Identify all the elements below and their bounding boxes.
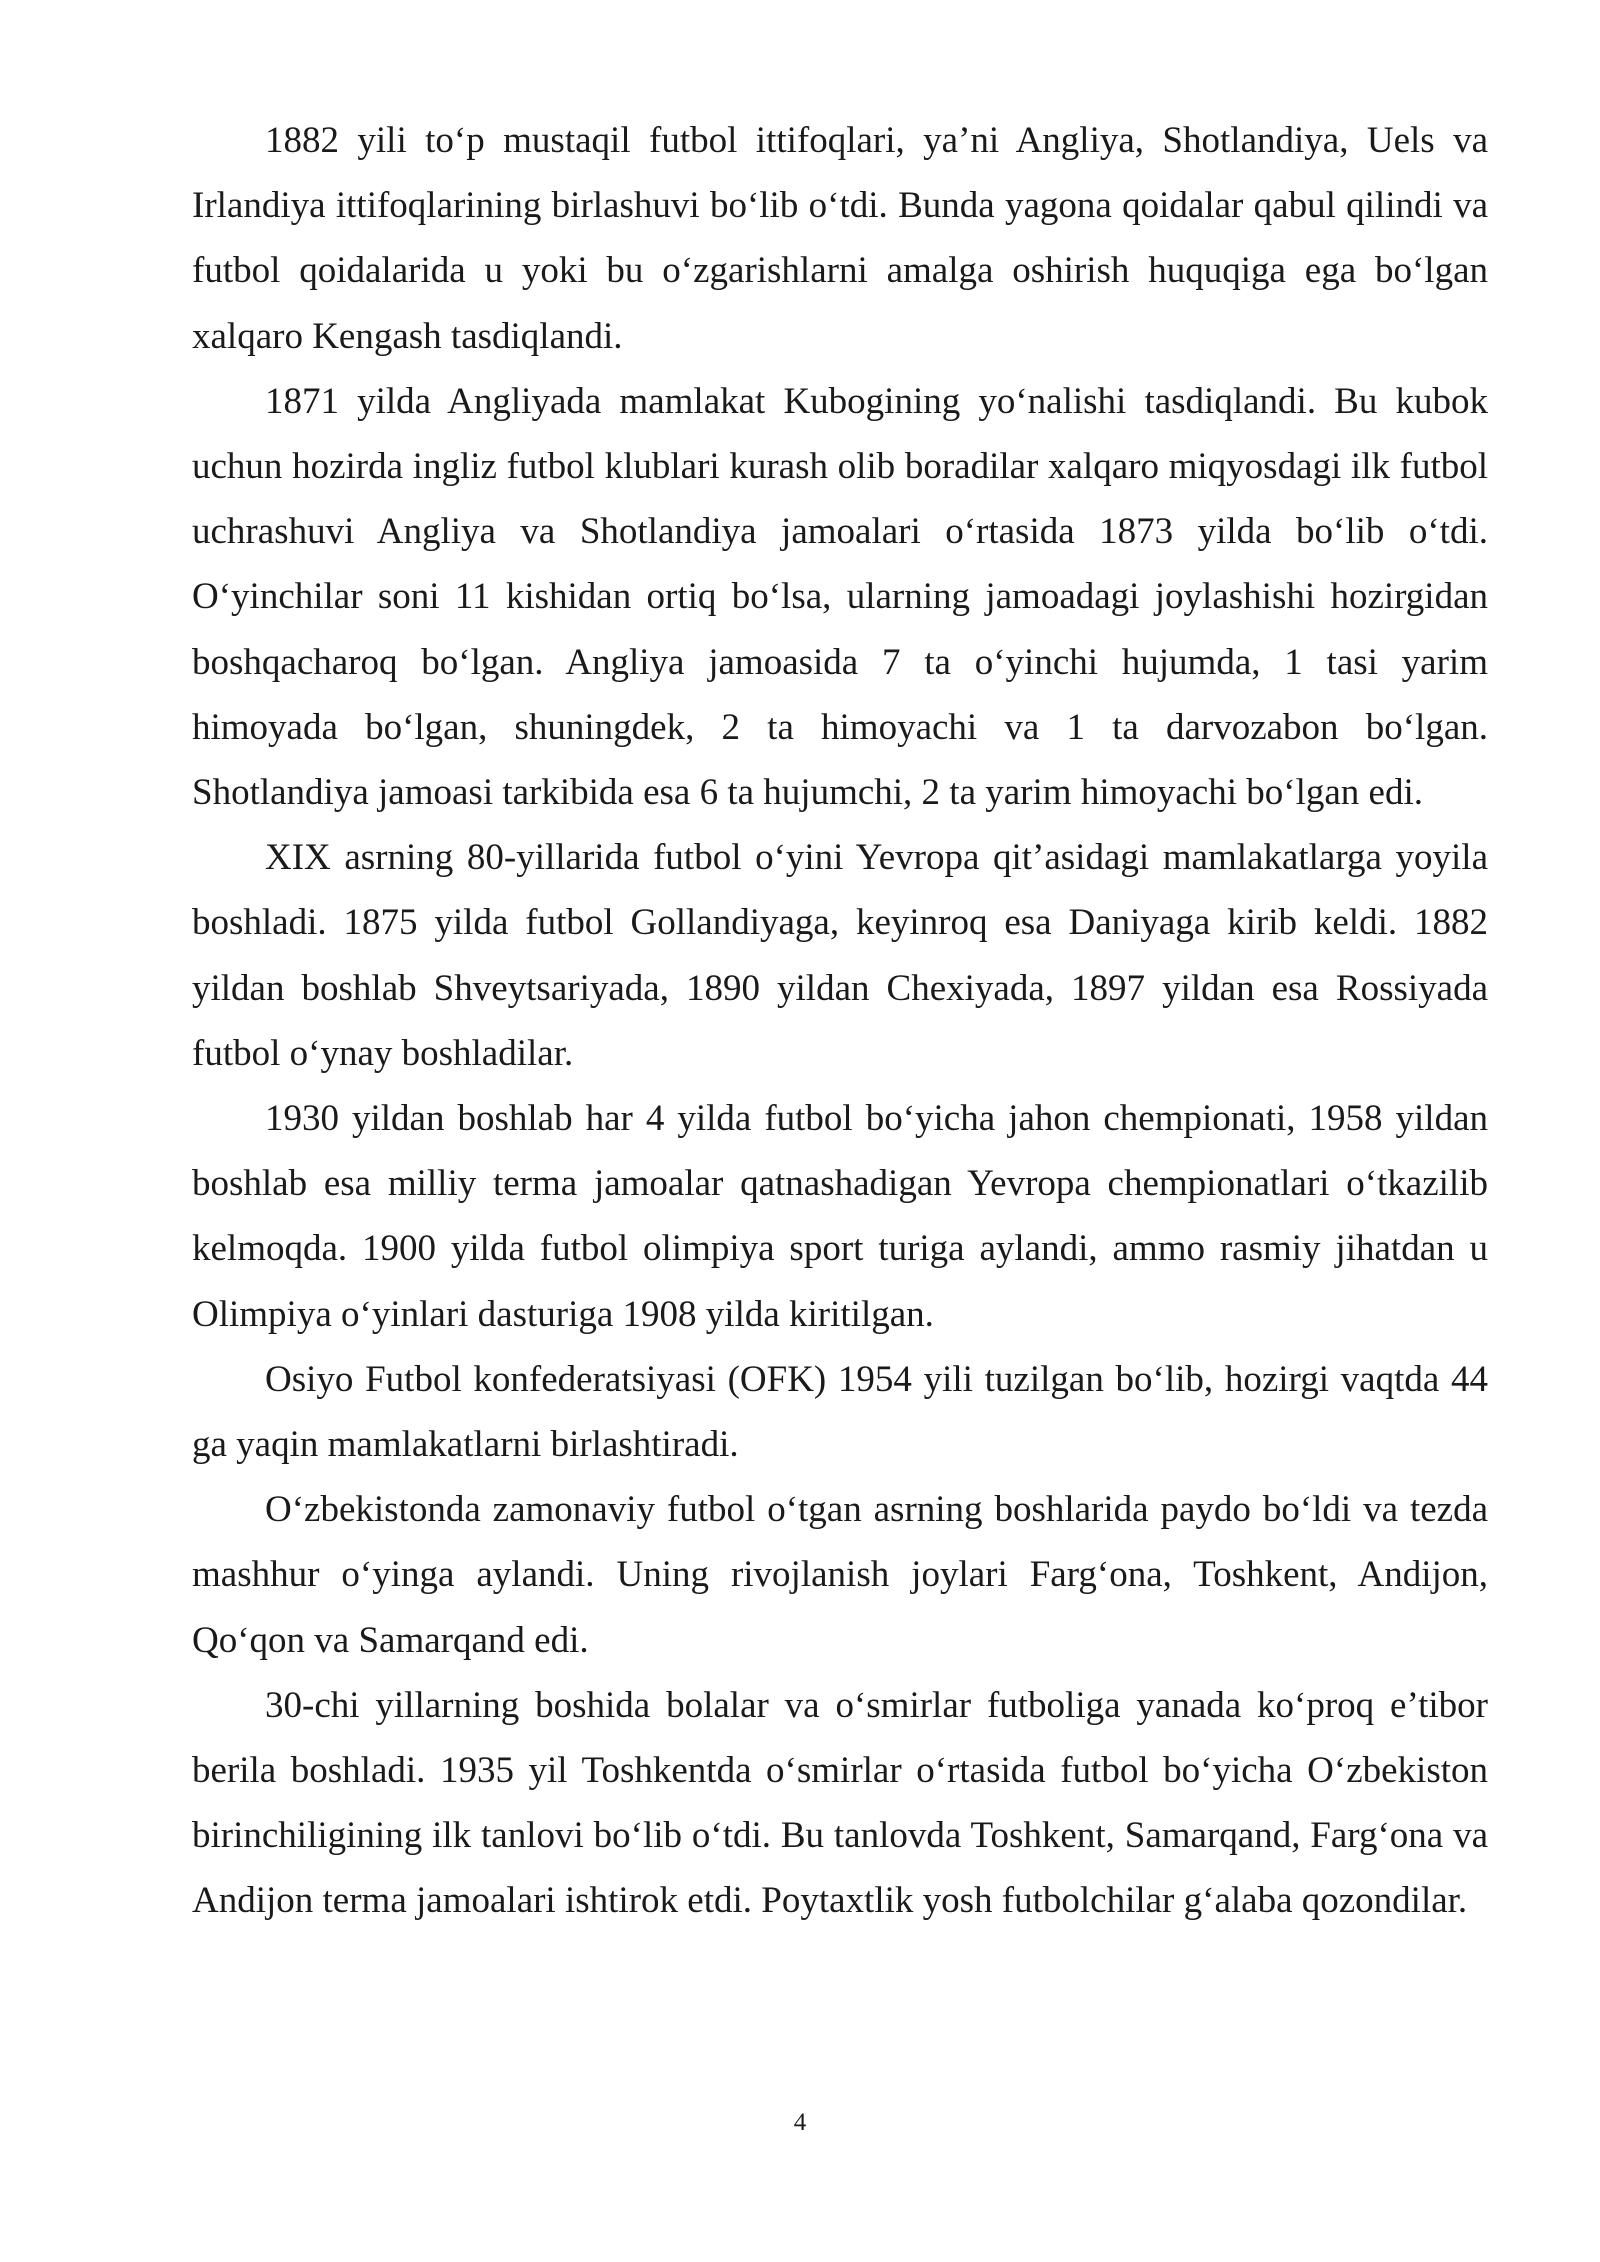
page-number: 4 [793,2109,807,2136]
paragraph-5: Osiyo Futbol konfederatsiyasi (OFK) 1954 yili tuzilgan bo‘lib, hozirgi vaqtda 44 ga yaqin mamlakatlarni birlashtiradi. [192,1358,1488,1466]
paragraph-7: 30-chi yillarning boshida bolalar va o‘smirlar futboliga yanada ko‘proq e’tibor berila boshladi. 1935 yil Toshkentda o‘smirlar o‘rtasida futbol bo‘yicha O‘zbekiston birinchiligining ilk tanlovi bo‘lib o‘tdi. Bu tanlovda Toshkent, Samarqand, Farg‘ona va Andijon terma jamoalari ishtirok etdi. Poytaxtlik yosh futbolchilar g‘alaba qozondilar. [192,1684,1488,1922]
page-body [192,108,1488,1934]
paragraph-3: XIX asrning 80-yillarida futbol o‘yini Yevropa qit’asidagi mamlakatlarga yoyila boshladi. 1875 yilda futbol Gollandiyaga, keyinroq esa Daniyaga kirib keldi. 1882 yildan boshlab Shveytsariyada, 1890 yildan Chexiyada, 1897 yildan esa Rossiyada futbol o‘ynay boshladilar. [192,837,1488,1074]
paragraph-4: 1930 yildan boshlab har 4 yilda futbol bo‘yicha jahon chempionati, 1958 yildan boshlab esa milliy terma jamoalar qatnashadigan Yevropa chempionatlari o‘tkazilib kelmoqda. 1900 yilda futbol olimpiya sport turiga aylandi, ammo rasmiy jihatdan u Olimpiya o‘yinlari dasturiga 1908 yilda kiritilgan. [192,1098,1488,1335]
paragraph-1: 1882 yili to‘p mustaqil futbol ittifoqlari, ya’ni Angliya, Shotlandiya, Uels va Irlandiya ittifoqlarining birlashuvi bo‘lib o‘tdi. Bunda yagona qoidalar qabul qilindi va futbol qoidalarida u yoki bu o‘zgarishlarni amalga oshirish huquqiga ega bo‘lgan xalqaro Kengash tasdiqlandi. [192,120,1488,357]
paragraph-2: 1871 yilda Angliyada mamlakat Kubogining yo‘nalishi tasdiqlandi. Bu kubok uchun hozirda ingliz futbol klublari kurash olib boradilar xalqaro miqyosdagi ilk futbol uchrashuvi Angliya va Shotlandiya jamoalari o‘rtasida 1873 yilda bo‘lib o‘tdi. O‘yinchilar soni 11 kishidan ortiq bo‘lsa, ularning jamoadagi joylashishi hozirgidan boshqacharoq bo‘lgan. Angliya jamoasida 7 ta o‘yinchi hujumda, 1 tasi yarim himoyada bo‘lgan, shuningdek, 2 ta himoyachi va 1 ta darvozabon bo‘lgan. Shotlandiya jamoasi tarkibida esa 6 ta hujumchi, 2 ta yarim himoyachi bo‘lgan edi. [192,380,1488,814]
paragraph-6: O‘zbekistonda zamonaviy futbol o‘tgan asrning boshlarida paydo bo‘ldi va tezda mashhur o‘yinga aylandi. Uning rivojlanish joylari Farg‘ona, Toshkent, Andijon, Qo‘qon va Samarqand edi. [192,1489,1488,1661]
